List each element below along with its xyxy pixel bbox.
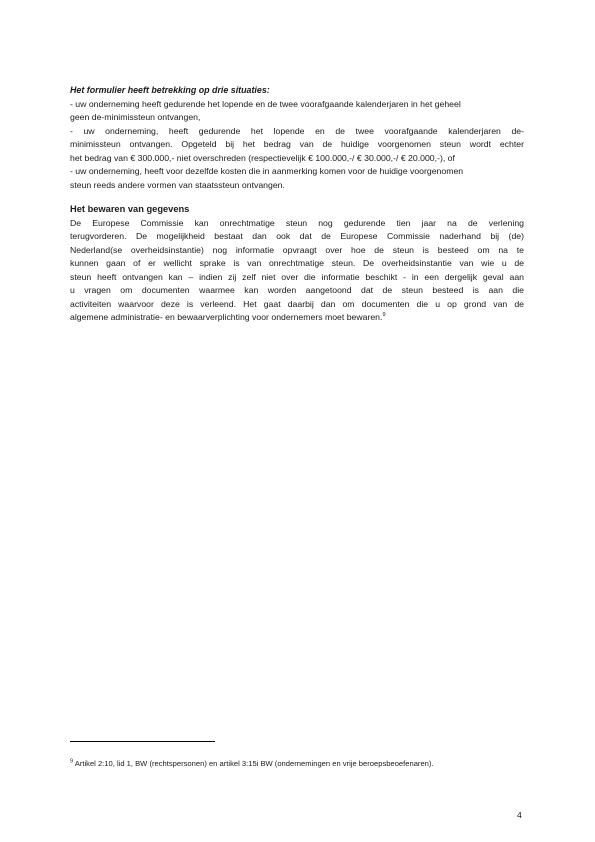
storage-line-text: algemene administratie- en bewaarverplichting voor ondernemers moet bewaren. bbox=[70, 312, 383, 322]
storage-heading: Het bewaren van gegevens bbox=[70, 204, 190, 214]
footnote bbox=[70, 758, 434, 769]
situation-line: - uw onderneming heeft gedurende het lopende en de twee voorafgaande kalenderjaren in het geheel bbox=[70, 98, 461, 109]
storage-line: terugvorderen. De mogelijkheid bestaat dan ook dat de Europese Commissie naderhand bij (de) bbox=[70, 231, 524, 241]
document-body bbox=[70, 84, 524, 325]
situations-heading: Het formulier heeft betrekking op drie situaties: bbox=[70, 85, 270, 95]
storage-line: steun heeft ontvangen kan – indien zij zelf niet over die informatie beschikt - in een dergelijk geval aan bbox=[70, 271, 524, 282]
footnote-marker: 9 bbox=[70, 758, 74, 765]
situation-line: steun reeds andere vormen van staatssteun ontvangen. bbox=[70, 179, 285, 190]
footnote-text: Artikel 2:10, lid 1, BW (rechtspersonen) en artikel 3:15i BW (ondernemingen en vrije beroepsbeoefenaren). bbox=[73, 759, 434, 768]
storage-line: De Europese Commissie kan onrechtmatige steun nog gedurende tien jaar na de verlening bbox=[70, 217, 524, 228]
storage-line-last bbox=[70, 311, 524, 325]
storage-line: kunnen gaan of er wellicht sprake is van onrechtmatige steun. De overheidsinstantie van wie u de bbox=[70, 258, 524, 268]
footnote-ref: 9 bbox=[382, 312, 386, 319]
situation-line: - uw onderneming, heeft gedurende het lopende en de twee voorafgaande kalenderjaren de- bbox=[70, 125, 524, 136]
storage-line: activiteiten waarvoor deze is verleend. Het gaat daarbij dan om documenten die u op grond van de bbox=[70, 298, 524, 309]
footnote-separator bbox=[70, 741, 215, 742]
situation-line: geen de-minimissteun ontvangen, bbox=[70, 112, 201, 122]
situation-line: minimissteun ontvangen. Opgeteld bij het bedrag van de huidige voorgenomen steun wordt echter bbox=[70, 139, 524, 149]
situation-line: - uw onderneming, heeft voor dezelfde kosten die in aanmerking komen voor de huidige voorgenomen bbox=[70, 166, 464, 176]
storage-line: u vragen om documenten waarmee kan worden aangetoond dat de steun besteed is aan die bbox=[70, 285, 524, 295]
situation-line: het bedrag van € 300.000,- niet overschreden (respectievelijk € 100.000,-/ € 30.000,-/ € 20.000,-), of bbox=[70, 152, 455, 163]
page-number: 4 bbox=[517, 810, 522, 820]
storage-line: Nederland(se overheidsinstantie) nog informatie opvraagt over hoe de steun is besteed om na te bbox=[70, 244, 524, 255]
